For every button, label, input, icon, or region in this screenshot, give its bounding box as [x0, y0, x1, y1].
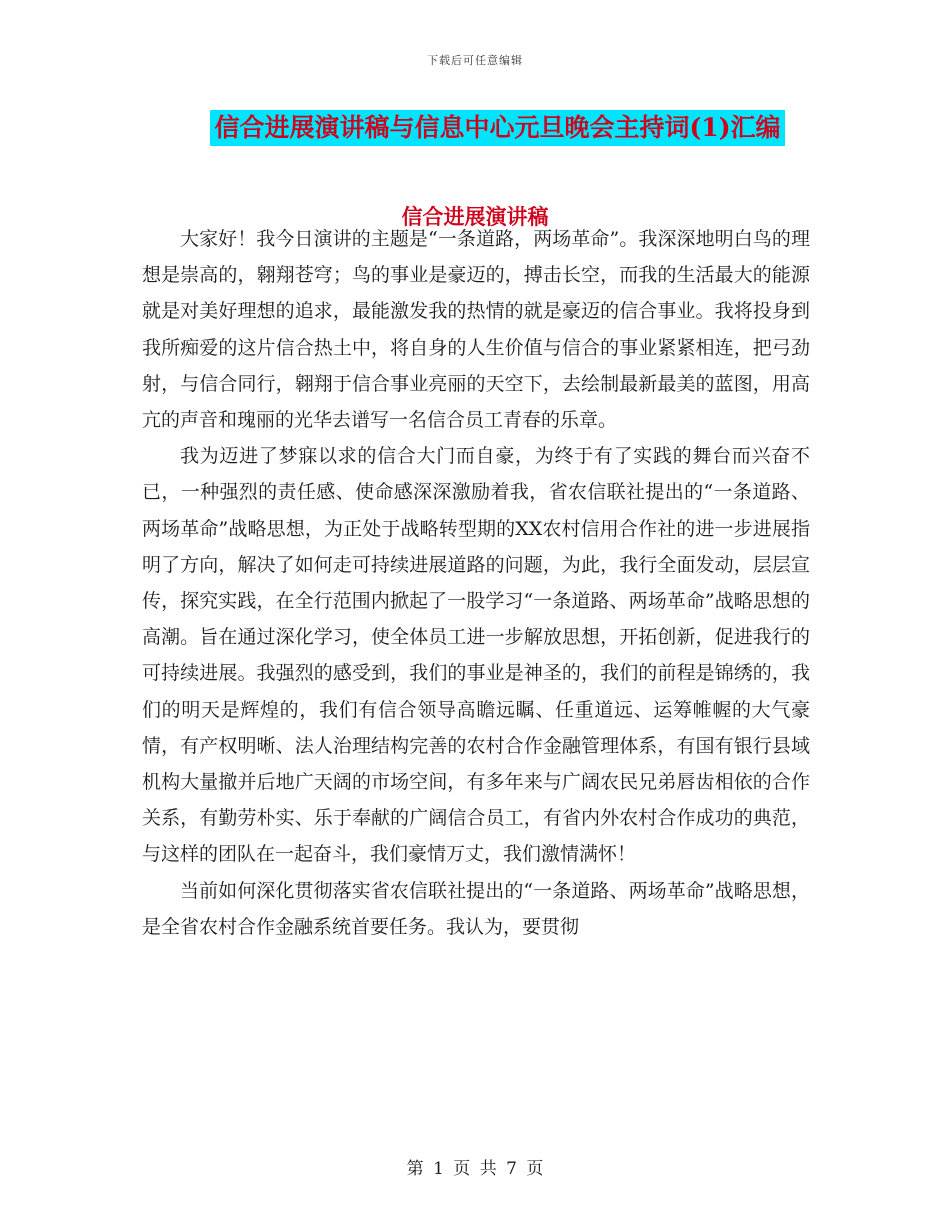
paragraph: 大家好！我今日演讲的主题是“一条道路，两场革命”。我深深地明白鸟的理想是崇高的，翱翔苍穹；鸟的事业是豪迈的，搏击长空，而我的生活最大的能源就是对美好理想的追求，最能激发我的热情的就是豪迈的信合事业。我将投身到我所痴爱的这片信合热土中，将自身的人生价值与信合的事业紧紧相连，把弓劲射，与信合同行，翱翔于信合事业亮丽的天空下，去绘制最新最美的蓝图，用高亢的声音和瑰丽的光华去谱写一名信合员工青春的乐章。 [142, 228, 810, 432]
paragraph: 当前如何深化贯彻落实省农信联社提出的“一条道路、两场革命”战略思想，是全省农村合作金融系统首要任务。我认为，要贯彻 [142, 879, 810, 938]
page-header-note: 下载后可任意编辑 [427, 54, 523, 67]
section-title: 信合进展演讲稿 [401, 204, 549, 229]
document-body [142, 221, 810, 945]
page-number: 第 1 页 共 7 页 [406, 1159, 544, 1179]
paragraph: 我为迈进了梦寐以求的信合大门而自豪，为终于有了实践的舞台而兴奋不已，一种强烈的责任感、使命感深深激励着我，省农信联社提出的“一条道路、两场革命”战略思想，为正处于战略转型期的XX农村信用合作社的进一步进展指明了方向，解决了如何走可持续进展道路的问题，为此，我行全面发动，层层宣传，探究实践，在全行范围内掀起了一股学习“一条道路、两场革命”战略思想的高潮。旨在通过深化学习，使全体员工进一步解放思想，开拓创新，促进我行的可持续进展。我强烈的感受到，我们的事业是神圣的，我们的前程是锦绣的，我们的明天是辉煌的，我们有信合领导高瞻远瞩、任重道远、运筹帷幄的大气豪情，有产权明晰、法人治理结构完善的农村合作金融管理体系，有国有银行县域机构大量撤并后地广天阔的市场空间，有多年来与广阔农民兄弟唇齿相依的合作关系，有勤劳朴实、乐于奉献的广阔信合员工，有省内外农村合作成功的典范，与这样的团队在一起奋斗，我们豪情万丈，我们激情满怀！ [142, 445, 810, 866]
document-title: 信合进展演讲稿与信息中心元旦晚会主持词(1)汇编 [210, 110, 784, 146]
document-title-container [0, 110, 950, 146]
